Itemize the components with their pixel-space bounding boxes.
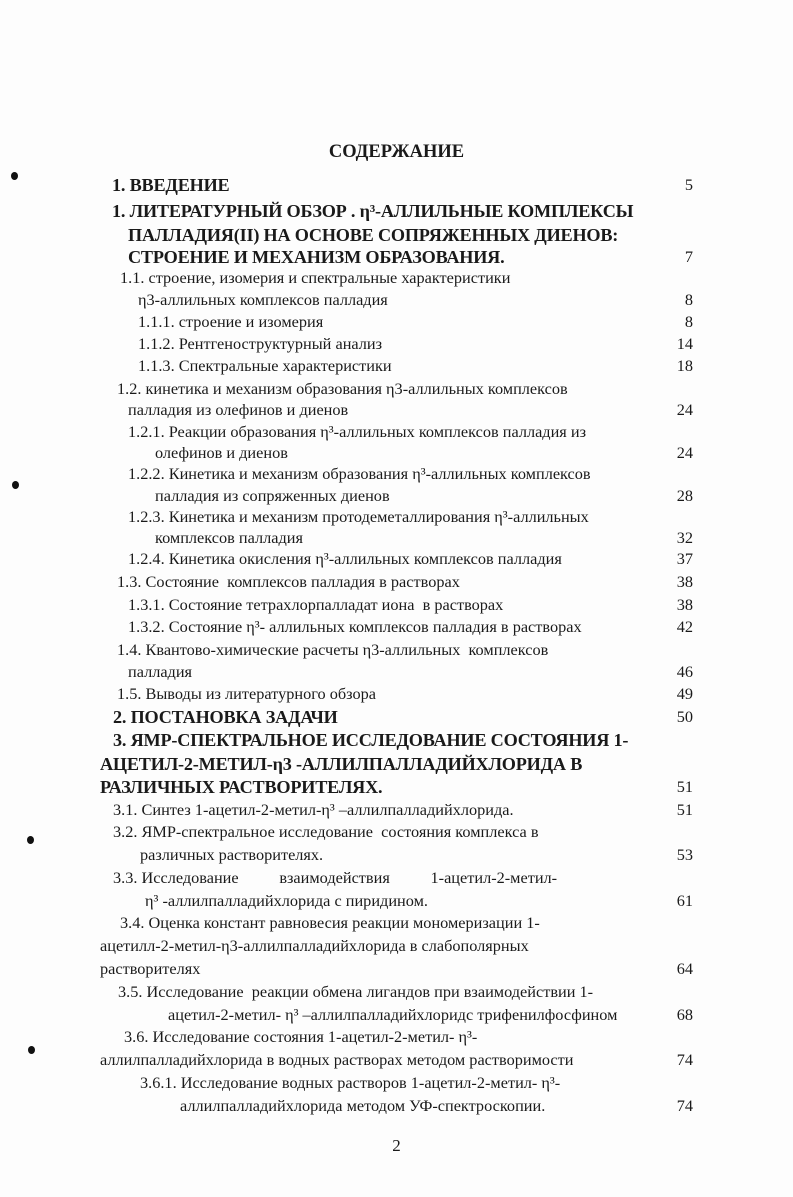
toc-entry-line: 1.2.4. Кинетика окисления η³-аллильных комплексов палладия: [128, 549, 562, 568]
toc-entry-line: ацетилл-2-метил-η3-аллилпалладийхлорида в слабополярных: [100, 936, 529, 955]
toc-entry-line: 3.2. ЯМР-спектральное исследование состояния комплекса в: [113, 822, 539, 841]
page-number: 2: [392, 1136, 401, 1155]
toc-entry-line: 1.1. строение, изомерия и спектральные характеристики: [120, 268, 511, 287]
toc-entry-line: 1.1.1. строение и изомерия: [138, 312, 324, 331]
toc-entry-line: 1. ЛИТЕРАТУРНЫЙ ОБЗОР . η³-АЛЛИЛЬНЫЕ КОМПЛЕКСЫ: [112, 201, 634, 221]
toc-page-number: 37: [676, 549, 693, 568]
toc-page-number: 50: [676, 707, 693, 726]
punch-hole-mark: [11, 172, 18, 180]
toc-page-number: 8: [684, 312, 693, 331]
toc-page-number: 32: [676, 528, 693, 547]
toc-page-number: 42: [676, 617, 693, 636]
toc-entry-line: аллилпалладийхлорида методом УФ-спектроскопии.: [180, 1096, 546, 1115]
toc-page-number: 5: [684, 175, 693, 194]
toc-entry-line: палладия из сопряженных диенов: [155, 486, 390, 505]
toc-entry-line: АЦЕТИЛ-2-МЕТИЛ-η3 -АЛЛИЛПАЛЛАДИЙХЛОРИДА В: [100, 754, 583, 774]
toc-title: СОДЕРЖАНИЕ: [328, 142, 465, 162]
toc-entry-line: 1.3. Состояние комплексов палладия в растворах: [117, 572, 460, 591]
toc-entry-line: 1. ВВЕДЕНИЕ: [112, 175, 230, 195]
toc-entry-line: 1.2.1. Реакции образования η³-аллильных комплексов палладия из: [128, 422, 586, 441]
toc-entry-line: 2. ПОСТАНОВКА ЗАДАЧИ: [113, 707, 338, 727]
toc-page-number: 61: [676, 891, 693, 910]
toc-entry-line: 1.4. Квантово-химические расчеты η3-аллильных комплексов: [117, 640, 549, 659]
toc-entry-line: 3.5. Исследование реакции обмена лигандов при взаимодействии 1-: [118, 982, 594, 1001]
toc-page-number: 51: [676, 800, 693, 819]
toc-page-number: 64: [676, 959, 693, 978]
toc-entry-line: η3-аллильных комплексов палладия: [138, 290, 388, 309]
toc-entry-line: комплексов палладия: [155, 528, 303, 547]
toc-page-number: 46: [676, 662, 693, 681]
toc-entry-line: 1.2.3. Кинетика и механизм протодеметаллирования η³-аллильных: [128, 507, 589, 526]
toc-entry-line: 1.1.2. Рентгеноструктурный анализ: [138, 334, 383, 353]
toc-page-number: 14: [676, 334, 693, 353]
toc-page-number: 38: [676, 595, 693, 614]
toc-entry-line: растворителях: [100, 959, 201, 978]
toc-entry-line: 3. ЯМР-СПЕКТРАЛЬНОЕ ИССЛЕДОВАНИЕ СОСТОЯНИЯ 1-: [113, 730, 629, 750]
toc-page-number: 24: [676, 443, 693, 462]
toc-entry-line: 3.1. Синтез 1-ацетил-2-метил-η³ –аллилпалладийхлорида.: [113, 800, 514, 819]
toc-entry-line: РАЗЛИЧНЫХ РАСТВОРИТЕЛЯХ.: [100, 777, 383, 797]
toc-entry-line: 1.5. Выводы из литературного обзора: [117, 684, 376, 703]
punch-hole-mark: [28, 1046, 35, 1054]
toc-page-number: 24: [676, 400, 693, 419]
toc-entry-line: ацетил-2-метил- η³ –аллилпалладийхлоридс трифенилфосфином: [168, 1005, 618, 1024]
toc-page-number: 7: [684, 247, 693, 266]
toc-entry-line: 3.3. Исследование взаимодействия 1-ацетил-2-метил-: [113, 868, 558, 887]
toc-entry-line: 1.3.2. Состояние η³- аллильных комплексов палладия в растворах: [128, 617, 582, 636]
toc-entry-line: аллилпалладийхлорида в водных растворах методом растворимости: [100, 1050, 574, 1069]
toc-entry-line: СТРОЕНИЕ И МЕХАНИЗМ ОБРАЗОВАНИЯ.: [128, 247, 505, 267]
punch-hole-mark: [12, 481, 19, 489]
punch-hole-mark: [27, 836, 34, 844]
toc-page-number: 38: [676, 572, 693, 591]
toc-page-number: 74: [676, 1096, 693, 1115]
toc-page-number: 51: [676, 777, 693, 796]
toc-entry-line: 1.2. кинетика и механизм образования η3-аллильных комплексов: [117, 379, 568, 398]
toc-page-number: 18: [676, 356, 693, 375]
toc-entry-line: палладия: [128, 662, 193, 681]
toc-page-number: 28: [676, 486, 693, 505]
toc-page-number: 53: [676, 845, 693, 864]
toc-entry-line: различных растворителях.: [140, 845, 324, 864]
toc-page-number: 74: [676, 1050, 693, 1069]
toc-entry-line: 3.4. Оценка констант равновесия реакции мономеризации 1-: [120, 913, 540, 932]
toc-entry-line: ПАЛЛАДИЯ(II) НА ОСНОВЕ СОПРЯЖЕННЫХ ДИЕНОВ:: [128, 225, 619, 245]
toc-page-number: 8: [684, 290, 693, 309]
toc-entry-line: олефинов и диенов: [155, 443, 288, 462]
toc-entry-line: 3.6. Исследование состояния 1-ацетил-2-метил- η³-: [124, 1027, 478, 1046]
toc-page-number: 68: [676, 1005, 693, 1024]
toc-entry-line: η³ -аллилпалладийхлорида с пиридином.: [145, 891, 428, 910]
toc-entry-line: 3.6.1. Исследование водных растворов 1-ацетил-2-метил- η³-: [140, 1073, 561, 1092]
toc-entry-line: 1.1.3. Спектральные характеристики: [138, 356, 392, 375]
toc-entry-line: 1.2.2. Кинетика и механизм образования η³-аллильных комплексов: [128, 464, 591, 483]
toc-entry-line: палладия из олефинов и диенов: [128, 400, 349, 419]
toc-entry-line: 1.3.1. Состояние тетрахлорпалладат иона в растворах: [128, 595, 504, 614]
toc-page-number: 49: [676, 684, 693, 703]
